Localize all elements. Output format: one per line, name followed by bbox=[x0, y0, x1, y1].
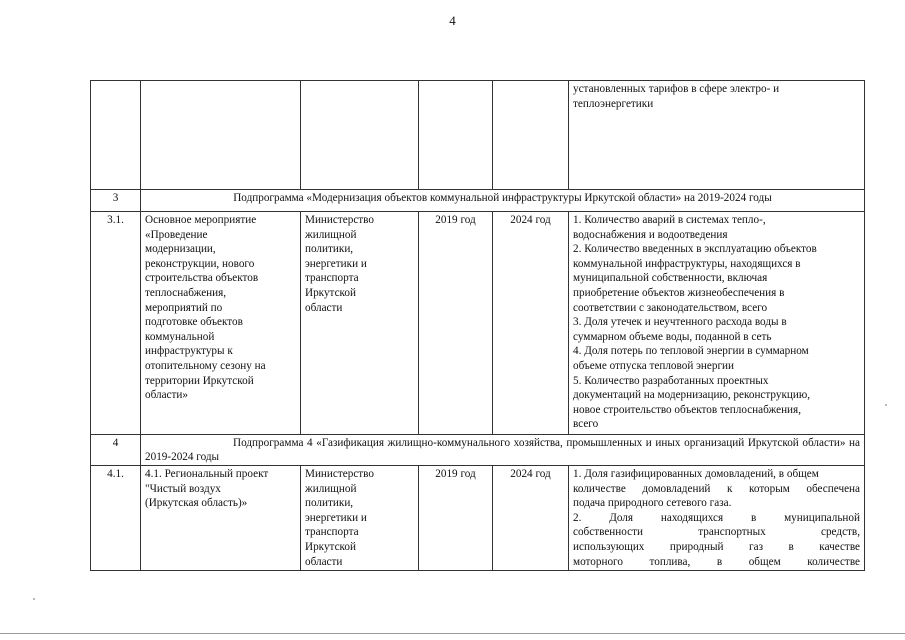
executor-line: Министерство bbox=[305, 468, 374, 480]
item-end-year: 2024 год bbox=[493, 212, 569, 435]
indicator-line: объеме отпуска тепловой энергии bbox=[573, 359, 735, 372]
name-line: строительства объектов bbox=[145, 272, 259, 285]
executor-line: области bbox=[305, 301, 343, 314]
table-row-item-3-1 bbox=[91, 212, 865, 435]
indicator-line: 2. Доля находящихся в муниципальной bbox=[573, 511, 860, 524]
executor-line: жилищной bbox=[305, 228, 357, 241]
executor-line: энергетики и bbox=[305, 257, 367, 270]
name-line: мероприятий по bbox=[145, 301, 223, 314]
section-title: Подпрограмма 4 «Газификация жилищно-коммунального хозяйства, промышленных и иных организаций Иркутской области» на 2019-2024 годы bbox=[141, 435, 865, 466]
cell-name bbox=[141, 81, 301, 190]
executor-line: Иркутской bbox=[305, 286, 356, 299]
name-line: модернизации, bbox=[145, 243, 216, 256]
item-name bbox=[141, 212, 301, 435]
scan-speck bbox=[885, 404, 887, 406]
name-line: подготовке объектов bbox=[145, 316, 243, 329]
executor-line: энергетики и bbox=[305, 511, 367, 524]
section-number: 4 bbox=[91, 435, 141, 466]
item-number: 4.1. bbox=[91, 466, 141, 571]
section-title: Подпрограмма «Модернизация объектов коммунальной инфраструктуры Иркутской области» на 2019-2024 годы bbox=[141, 190, 865, 212]
item-number: 3.1. bbox=[91, 212, 141, 435]
name-line: теплоснабжения, bbox=[145, 286, 227, 299]
item-name bbox=[141, 466, 301, 571]
indicator-line: собственности транспортных средств, bbox=[573, 526, 860, 539]
name-line: коммунальной bbox=[145, 330, 215, 343]
executor-line: политики, bbox=[305, 243, 354, 256]
indicator-line: 4. Доля потерь по тепловой энергии в суммарном bbox=[573, 345, 809, 358]
executor-line: транспорта bbox=[305, 272, 359, 285]
name-line: реконструкции, нового bbox=[145, 257, 255, 270]
page-number: 4 bbox=[449, 13, 456, 28]
indicator-line: документаций на модернизацию, реконструкцию, bbox=[573, 389, 811, 402]
indicator-line: 2. Количество введенных в эксплуатацию объектов bbox=[573, 243, 817, 256]
cell-executor bbox=[301, 81, 419, 190]
indicator-line: 3. Доля утечек и неучтенного расхода воды в bbox=[573, 316, 787, 329]
indicator-line: подача природного сетевого газа. bbox=[573, 497, 732, 510]
indicator-line: приобретение объектов жизнеобеспечения в bbox=[573, 286, 785, 299]
item-executor bbox=[301, 466, 419, 571]
name-line: области» bbox=[145, 389, 188, 402]
indicator-line: моторного топлива, в общем количестве bbox=[573, 555, 860, 568]
name-line: (Иркутская область)» bbox=[145, 497, 248, 510]
executor-line: Иркутской bbox=[305, 540, 356, 553]
executor-line: Министерство bbox=[305, 214, 374, 226]
indicator-line: установленных тарифов в сфере электро- и bbox=[573, 83, 780, 95]
indicator-line: количестве домовладений к которым обеспечена bbox=[573, 482, 860, 495]
scan-edge-line bbox=[0, 633, 905, 634]
cell-indicators bbox=[569, 81, 865, 190]
indicator-line: 1. Доля газифицированных домовладений, в общем bbox=[573, 468, 819, 480]
item-start-year: 2019 год bbox=[419, 212, 493, 435]
indicator-line: муниципальной собственности, включая bbox=[573, 272, 768, 285]
indicator-line: всего bbox=[573, 418, 599, 431]
name-line: инфраструктуры к bbox=[145, 345, 233, 358]
indicator-line: теплоэнергетики bbox=[573, 97, 654, 110]
name-line: 4.1. Региональный проект bbox=[145, 468, 269, 480]
executor-line: жилищной bbox=[305, 482, 357, 495]
indicator-line: водоснабжения и водоотведения bbox=[573, 228, 728, 241]
indicator-line: 5. Количество разработанных проектных bbox=[573, 374, 769, 387]
name-line: "Чистый воздух bbox=[145, 482, 221, 495]
cell-num bbox=[91, 81, 141, 190]
section-number: 3 bbox=[91, 190, 141, 212]
name-line: отопительному сезону на bbox=[145, 359, 266, 372]
indicator-line: использующих природный газ в качестве bbox=[573, 540, 860, 553]
table-row-continuation bbox=[91, 81, 865, 190]
indicator-line: новое строительство объектов теплоснабжения, bbox=[573, 403, 801, 416]
executor-line: транспорта bbox=[305, 526, 359, 539]
item-indicators bbox=[569, 212, 865, 435]
item-executor bbox=[301, 212, 419, 435]
item-start-year: 2019 год bbox=[419, 466, 493, 571]
executor-line: политики, bbox=[305, 497, 354, 510]
scan-speck bbox=[33, 598, 35, 600]
item-indicators bbox=[569, 466, 865, 571]
table-row-item-4-1 bbox=[91, 466, 865, 571]
cell-start-year bbox=[419, 81, 493, 190]
table-row-section-4 bbox=[91, 435, 865, 466]
indicator-line: соответствии с законодательством, всего bbox=[573, 301, 768, 314]
cell-end-year bbox=[493, 81, 569, 190]
name-line: «Проведение bbox=[145, 228, 208, 241]
table-row-section-3 bbox=[91, 190, 865, 212]
name-line: Основное мероприятие bbox=[145, 214, 257, 226]
item-end-year: 2024 год bbox=[493, 466, 569, 571]
indicator-line: суммарном объеме воды, поданной в сеть bbox=[573, 330, 772, 343]
indicator-line: коммунальной инфраструктуры, находящихся в bbox=[573, 257, 801, 270]
indicator-line: 1. Количество аварий в системах тепло-, bbox=[573, 214, 766, 226]
name-line: территории Иркутской bbox=[145, 374, 254, 387]
program-table bbox=[90, 80, 865, 571]
executor-line: области bbox=[305, 555, 343, 568]
